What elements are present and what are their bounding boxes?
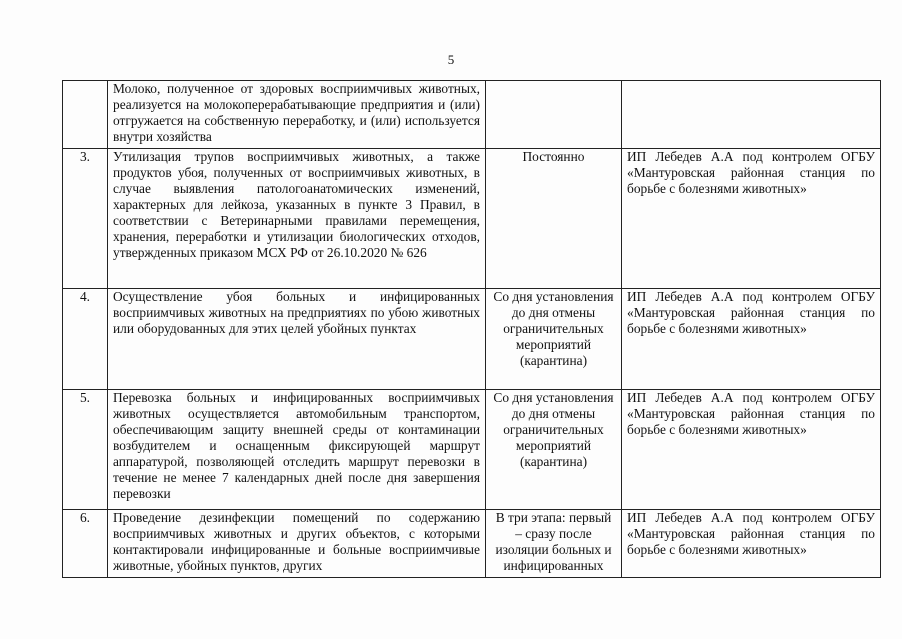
page-number: 5 [447,52,455,67]
table-row [63,289,881,390]
row-number: 4. [63,289,108,390]
measure-text: Утилизация трупов восприимчивых животных, а также продуктов убоя, полученных от восприимчивых животных, в случае выявления патологоанатомических изменений, характерных для лейкоза, указанных в пункте 3 Правил, в соответствии с Ветеринарными правилами перемещения, хранения, переработки и утилизации биологических отходов, утвержденных приказом МСХ РФ от 26.10.2020 № 626 [108,149,486,289]
row-number: 3. [63,149,108,289]
timing-text: В три этапа: первый – сразу после изоляции больных и инфицированных [486,510,622,578]
table-row [63,510,881,578]
table-row [63,81,881,149]
table-row [63,390,881,510]
measures-table [62,80,881,578]
table-row [63,149,881,289]
measure-text: Осуществление убоя больных и инфицированных восприимчивых животных на предприятиях по убою животных или оборудованных для этих целей убойных пунктах [108,289,486,390]
measure-text: Перевозка больных и инфицированных восприимчивых животных осуществляется автомобильным транспортом, обеспечивающим защиту внешней среды от контаминации возбудителем и оснащенным фиксирующей маршрут аппаратурой, позволяющей отследить маршрут перевозки в течение не менее 7 календарных дней после дня завершения перевозки [108,390,486,510]
measure-text: Проведение дезинфекции помещений по содержанию восприимчивых животных и других объектов, с которыми контактировали инфицированные и больные восприимчивые животные, убойных пунктов, других [108,510,486,578]
row-number: 6. [63,510,108,578]
row-number [63,81,108,149]
responsible-text [622,81,881,149]
timing-text [486,81,622,149]
responsible-text: ИП Лебедев А.А под контролем ОГБУ «Мантуровская районная станция по борьбе с болезнями животных» [622,510,881,578]
timing-text: Постоянно [486,149,622,289]
row-number: 5. [63,390,108,510]
timing-text: Со дня установления до дня отмены ограничительных мероприятий (карантина) [486,390,622,510]
measure-text: Молоко, полученное от здоровых восприимчивых животных, реализуется на молокоперерабатывающие предприятия и (или) отгружается на собственную переработку, и (или) используется внутри хозяйства [108,81,486,149]
responsible-text: ИП Лебедев А.А под контролем ОГБУ «Мантуровская районная станция по борьбе с болезнями животных» [622,149,881,289]
responsible-text: ИП Лебедев А.А под контролем ОГБУ «Мантуровская районная станция по борьбе с болезнями животных» [622,390,881,510]
timing-text: Со дня установления до дня отмены ограничительных мероприятий (карантина) [486,289,622,390]
responsible-text: ИП Лебедев А.А под контролем ОГБУ «Мантуровская районная станция по борьбе с болезнями животных» [622,289,881,390]
